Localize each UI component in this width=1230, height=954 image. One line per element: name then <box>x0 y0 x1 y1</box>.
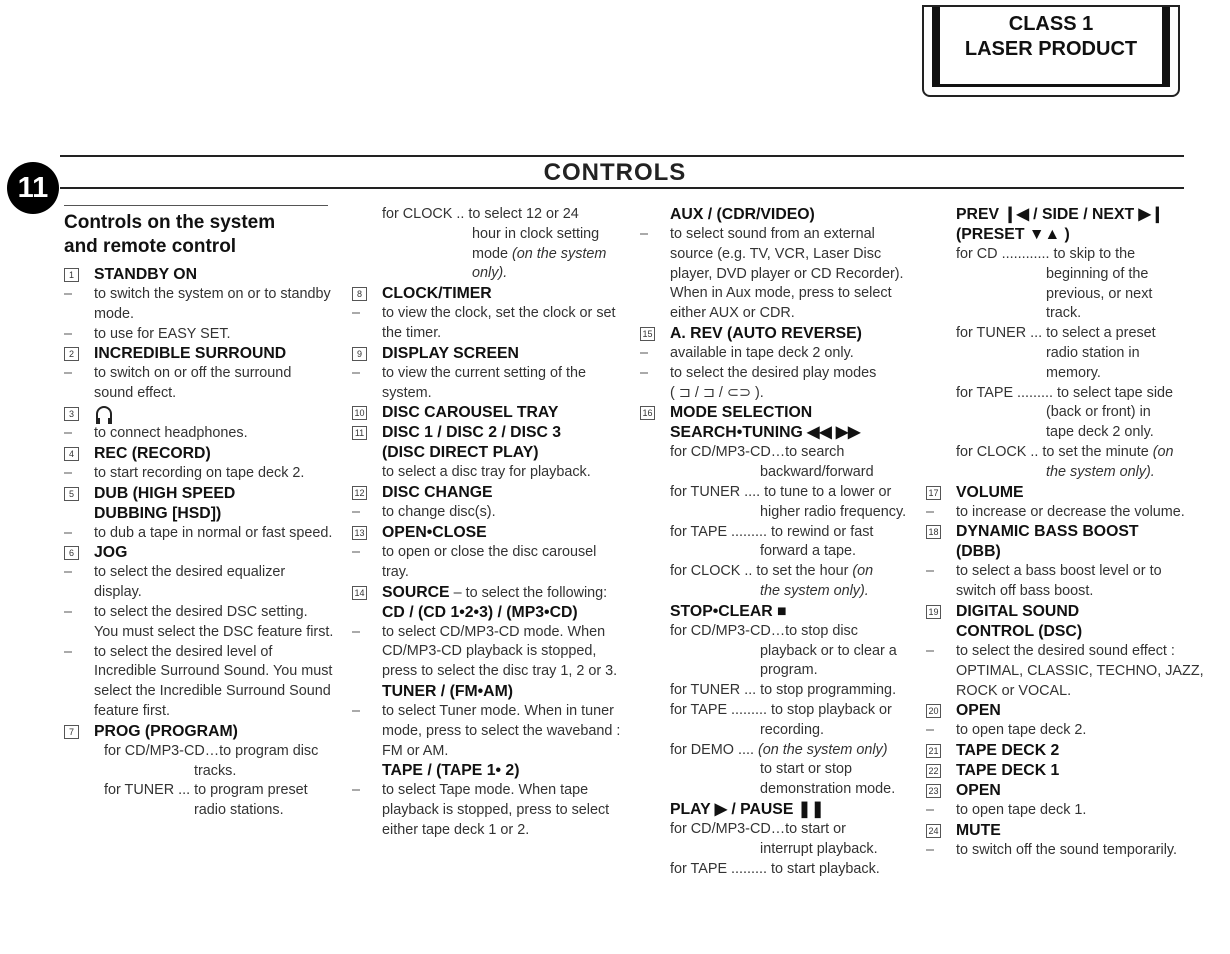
control-heading-disc-direct-play <box>352 423 622 463</box>
definition-term-italic: (on <box>852 563 874 580</box>
heading-text: OPEN <box>956 782 1001 800</box>
definition-value: interrupt playback. <box>760 840 878 857</box>
source-aux-heading: AUX / (CDR/VIDEO) <box>670 206 815 223</box>
item-number: 14 <box>352 586 367 600</box>
heading-text: PREV ❙◀ / SIDE / NEXT ▶❙ <box>956 206 1164 223</box>
definition-term: for CD/MP3-CD…to program disc <box>104 742 319 759</box>
definition-value: demonstration mode. <box>760 781 896 798</box>
item-number: 16 <box>640 406 655 420</box>
heading-text: REC (RECORD) <box>94 444 211 462</box>
control-heading-mute <box>926 821 1204 841</box>
description-bullet: – to increase or decrease the volume. <box>926 503 1204 523</box>
control-heading-auto-reverse <box>640 324 910 344</box>
control-heading-headphones <box>64 404 334 424</box>
item-number: 19 <box>926 605 941 619</box>
description-bullet: – to open tape deck 2. <box>926 721 1204 741</box>
item-number: 10 <box>352 406 367 420</box>
heading-text: DUBBING [HSD]) <box>94 504 222 522</box>
heading-text: SOURCE <box>382 583 450 601</box>
definition-value: the system only). <box>1046 463 1155 480</box>
definition-term: for TAPE ......... to select tape side <box>956 384 1174 401</box>
definition-row <box>352 205 622 284</box>
heading-text: DISC CHANGE <box>382 484 493 502</box>
heading-text: PROG (PROGRAM) <box>94 722 238 740</box>
section-title-line1: Controls on the system <box>64 212 276 233</box>
heading-text: DUB (HIGH SPEED <box>94 484 236 502</box>
definition-term: for TAPE ......... to rewind or fast <box>670 523 874 540</box>
laser-label-frame <box>932 7 1170 87</box>
item-number: 7 <box>64 725 79 739</box>
definition-row <box>926 245 1204 324</box>
definition-value: to start or stop <box>760 761 852 778</box>
definition-value: tape deck 2 only. <box>1046 424 1154 441</box>
heading-text: OPEN <box>956 702 1001 720</box>
item-number: 18 <box>926 525 941 539</box>
definition-term: for TUNER ... to select a preset <box>956 325 1156 342</box>
control-heading-mode-selection <box>640 403 910 443</box>
definition-value: the system only). <box>760 582 869 599</box>
control-heading-jog <box>64 543 334 563</box>
item-number: 24 <box>926 824 941 838</box>
definition-term: for CLOCK .. to set the hour <box>670 563 849 580</box>
definition-value <box>382 245 622 285</box>
control-heading-dsc <box>926 602 1204 642</box>
description-bullet: – to open or close the disc carousel tray. <box>352 543 622 583</box>
description-bullet: – available in tape deck 2 only. <box>640 344 910 364</box>
heading-text: MUTE <box>956 821 1001 839</box>
item-number: 21 <box>926 744 941 758</box>
control-heading-open-deck2 <box>926 701 1204 721</box>
heading-text: DISPLAY SCREEN <box>382 344 519 362</box>
heading-text: STANDBY ON <box>94 266 197 283</box>
definition-value: hour in clock setting <box>472 225 600 242</box>
item-number: 13 <box>352 526 367 540</box>
definition-term: for TUNER .... to tune to a lower or <box>670 483 892 500</box>
item-number: 23 <box>926 784 941 798</box>
item-number: 11 <box>352 426 367 440</box>
description-bullet: – to select CD/MP3-CD mode. When CD/MP3-CD playback is stopped, press to select the disc tray 1, 2 or 3. <box>352 623 622 682</box>
definition-term: for CLOCK .. to select 12 or 24 <box>382 206 579 222</box>
title-rule-bottom <box>60 187 1184 189</box>
heading-text: SEARCH•TUNING ◀◀ ▶▶ <box>670 424 861 442</box>
description-bullet: – to use for EASY SET. <box>64 325 334 345</box>
definition-value: recording. <box>760 721 824 738</box>
definition-row <box>640 820 910 860</box>
description-bullet: – to select the desired DSC setting. You must select the DSC feature first. <box>64 603 334 643</box>
column-3 <box>640 205 910 879</box>
heading-text: (PRESET ▼▲ ) <box>956 226 1070 243</box>
definition-value: radio stations. <box>194 802 284 819</box>
item-number: 9 <box>352 347 367 361</box>
control-heading-tape-deck-2 <box>926 741 1204 761</box>
definition-value: forward a tape. <box>760 543 856 560</box>
definition-value: tracks. <box>194 762 237 779</box>
item-number: 5 <box>64 487 79 501</box>
definition-row <box>640 622 910 681</box>
item-number: 22 <box>926 764 941 778</box>
description-bullet: – to switch on or off the surround sound effect. <box>64 364 334 404</box>
definition-term: for CD/MP3-CD…to start or <box>670 820 846 837</box>
definition-value: previous, or next <box>1046 285 1153 302</box>
control-heading-clock-timer <box>352 284 622 304</box>
item-number: 6 <box>64 546 79 560</box>
definition-term: for TUNER ... to program preset <box>104 782 308 799</box>
source-cd-heading: CD / (CD 1•2•3) / (MP3•CD) <box>382 603 578 621</box>
definition-term-italic: (on the system only) <box>757 741 888 758</box>
definition-value: memory. <box>1046 364 1101 381</box>
control-heading-dbb <box>926 522 1204 562</box>
heading-text: A. REV (AUTO REVERSE) <box>670 324 862 342</box>
play-pause-heading: PLAY ▶ / PAUSE ❚❚ <box>670 800 825 818</box>
title-rule-top <box>60 155 1184 157</box>
description-bullet: – to select sound from an external source (e.g. TV, VCR, Laser Disc player, DVD player or CD Recorder). When in Aux mode, press to select either AUX or CDR. <box>640 225 910 324</box>
description-bullet: – to select the desired level of Incredible Surround Sound. You must select the Incredible Surround Sound feature first. <box>64 643 334 722</box>
definition-row <box>64 742 334 782</box>
description-bullet: – to switch the system on or to standby mode. <box>64 285 334 325</box>
heading-text: CONTROL (DSC) <box>956 622 1083 640</box>
source-tape-heading: TAPE / (TAPE 1• 2) <box>382 762 520 780</box>
laser-product-text: LASER PRODUCT <box>964 38 1138 60</box>
laser-product-label <box>922 5 1180 97</box>
definition-value: program. <box>760 662 818 679</box>
definition-row <box>640 483 910 523</box>
stop-clear-heading: STOP•CLEAR ■ <box>670 602 787 620</box>
definition-term: for CLOCK .. to set the minute <box>956 443 1149 460</box>
definition-term: for DEMO .... <box>670 741 754 758</box>
laser-class-text: CLASS 1 <box>1008 13 1094 35</box>
heading-text: INCREDIBLE SURROUND <box>94 345 287 363</box>
column-2 <box>352 205 622 841</box>
definition-term: for TAPE ......... to stop playback or <box>670 701 892 718</box>
description-bullet: – to select the desired sound effect : OPTIMAL, CLASSIC, TECHNO, JAZZ, ROCK or VOCAL. <box>926 642 1204 701</box>
control-heading-volume <box>926 483 1204 503</box>
column-1 <box>64 205 334 821</box>
control-heading-disc-change <box>352 483 622 503</box>
control-heading-disc-carousel-tray <box>352 403 622 423</box>
definition-row <box>640 523 910 563</box>
item-number: 2 <box>64 347 79 361</box>
control-heading-tape-deck-1 <box>926 761 1204 781</box>
definition-value-italic: (on the system only). <box>472 245 607 282</box>
heading-text: DISC CAROUSEL TRAY <box>382 404 559 422</box>
control-heading-display-screen <box>352 344 622 364</box>
description-bullet: – to dub a tape in normal or fast speed. <box>64 524 334 544</box>
heading-text: VOLUME <box>956 483 1024 501</box>
heading-text: DYNAMIC BASS BOOST <box>956 523 1139 541</box>
control-heading-open-close <box>352 523 622 543</box>
description-bullet: – to switch off the sound temporarily. <box>926 841 1204 861</box>
section-title <box>64 205 328 259</box>
headphones-icon <box>96 406 112 418</box>
description-bullet: – to select the desired play modes <box>640 364 910 384</box>
control-heading-standby <box>64 265 334 285</box>
heading-text: JOG <box>94 544 128 562</box>
heading-text: (DBB) <box>956 543 1001 561</box>
definition-row <box>926 443 1204 483</box>
definition-value: radio station in <box>1046 344 1140 361</box>
description-bullet: – to change disc(s). <box>352 503 622 523</box>
definition-term: for CD ............ to skip to the <box>956 246 1136 262</box>
description-bullet: – to select Tape mode. When tape playback is stopped, press to select either tape deck 1 or 2. <box>352 781 622 840</box>
control-heading-prog <box>64 722 334 742</box>
description-bullet: – to select a bass boost level or to switch off bass boost. <box>926 562 1204 602</box>
definition-value: track. <box>1046 305 1082 322</box>
item-number: 4 <box>64 447 79 461</box>
page-title: CONTROLS <box>543 159 687 186</box>
page-number-badge: 11 <box>7 162 59 214</box>
definition-value: backward/forward <box>760 464 874 481</box>
section-title-line2: and remote control <box>64 236 237 257</box>
control-heading-dub <box>64 484 334 524</box>
item-number: 17 <box>926 486 941 500</box>
definition-row <box>640 701 910 741</box>
heading-text: TAPE DECK 1 <box>956 762 1060 780</box>
description-bullet: – to select Tuner mode. When in tuner mode, press to select the waveband : FM or AM. <box>352 702 622 761</box>
control-heading-open-deck1 <box>926 781 1204 801</box>
heading-text: TAPE DECK 2 <box>956 742 1060 760</box>
definition-row <box>640 741 910 800</box>
description-bullet: – to connect headphones. <box>64 424 334 444</box>
description-bullet: – to start recording on tape deck 2. <box>64 464 334 484</box>
definition-row: for TAPE ......... to start playback. <box>670 860 880 877</box>
definition-value: beginning of the <box>1046 265 1149 282</box>
play-modes-icons: ( ⊐ / ⊐ / ⊂⊃ ). <box>670 384 764 401</box>
heading-text: DIGITAL SOUND <box>956 602 1080 620</box>
definition-row <box>640 443 910 483</box>
prev-side-next-heading <box>926 205 1204 245</box>
definition-term: for CD/MP3-CD…to search <box>670 444 845 461</box>
heading-description: – to select the following: <box>449 584 608 601</box>
definition-row: for TUNER ... to stop programming. <box>670 682 897 699</box>
item-number: 1 <box>64 268 79 282</box>
description-text: to select a disc tray for playback. <box>382 464 591 481</box>
definition-term: for CD/MP3-CD…to stop disc <box>670 622 858 639</box>
description-bullet: – to select the desired equalizer display. <box>64 563 334 603</box>
item-number: 20 <box>926 704 941 718</box>
description-bullet: – to view the clock, set the clock or set the timer. <box>352 304 622 344</box>
control-heading-source <box>352 583 622 603</box>
control-heading-incredible-surround <box>64 344 334 364</box>
item-number: 15 <box>640 327 655 341</box>
item-number: 12 <box>352 486 367 500</box>
definition-row <box>640 562 910 602</box>
control-heading-rec <box>64 444 334 464</box>
heading-text: (DISC DIRECT PLAY) <box>382 444 539 462</box>
definition-value: playback or to clear a <box>760 642 897 659</box>
item-number: 3 <box>64 407 79 421</box>
definition-value-text: mode <box>472 245 508 262</box>
heading-text: OPEN•CLOSE <box>382 523 487 541</box>
description-bullet: – to view the current setting of the system. <box>352 364 622 404</box>
column-4 <box>926 205 1204 861</box>
item-number: 8 <box>352 287 367 301</box>
source-tuner-heading: TUNER / (FM•AM) <box>382 682 514 700</box>
definition-value: higher radio frequency. <box>760 503 907 520</box>
definition-row <box>926 384 1204 443</box>
description-bullet: – to open tape deck 1. <box>926 801 1204 821</box>
definition-row <box>64 781 334 821</box>
definition-row <box>926 324 1204 383</box>
definition-term-italic: (on <box>1152 443 1174 460</box>
heading-text: CLOCK/TIMER <box>382 285 492 303</box>
heading-text: MODE SELECTION <box>670 404 813 422</box>
definition-value: (back or front) in <box>1046 404 1151 421</box>
heading-text: DISC 1 / DISC 2 / DISC 3 <box>382 424 562 442</box>
